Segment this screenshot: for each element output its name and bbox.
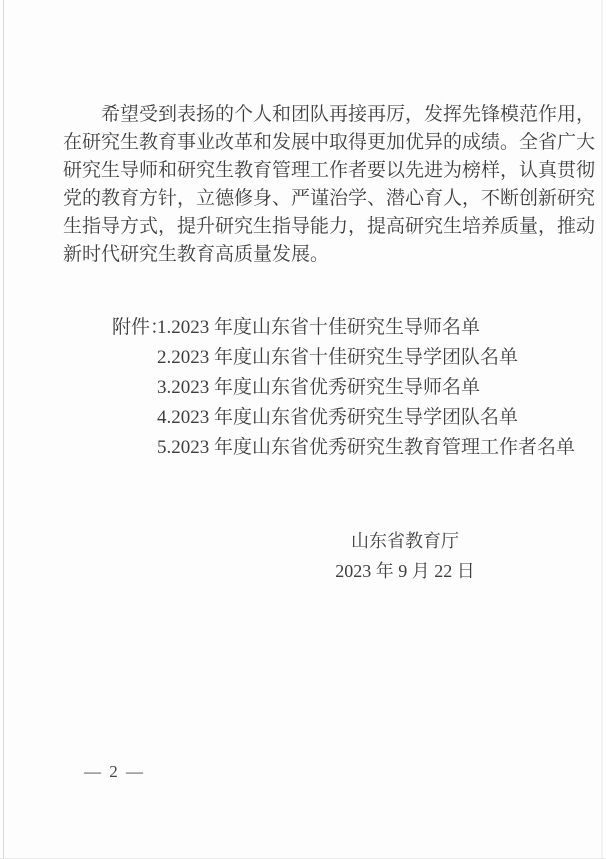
body-paragraph <box>63 101 596 269</box>
paragraph-line: 研究生导师和研究生教育管理工作者要以先进为榜样，认真贯彻 <box>63 160 596 181</box>
attachment-list <box>112 313 575 463</box>
paragraph-line: 党的教育方针，立德修身、严谨治学、潜心育人，不断创新研究 <box>63 188 596 209</box>
attachment-label: 附件： <box>112 317 170 338</box>
scan-edge-right <box>601 0 603 859</box>
attachment-item: 4.2023 年度山东省优秀研究生导学团队名单 <box>157 407 519 428</box>
attachment-row <box>112 373 575 403</box>
attachment-row <box>112 313 575 343</box>
scan-edge-left <box>3 0 4 859</box>
paragraph-line: 在研究生教育事业改革和发展中取得更加优异的成绩。全省广大 <box>63 132 596 153</box>
attachment-row <box>112 433 575 463</box>
attachment-item: 1.2023 年度山东省十佳研究生导师名单 <box>157 317 481 338</box>
attachment-item: 2.2023 年度山东省十佳研究生导学团队名单 <box>157 347 519 368</box>
paragraph-line: 生指导方式，提升研究生指导能力，提高研究生培养质量，推动 <box>63 216 596 237</box>
attachment-item: 3.2023 年度山东省优秀研究生导师名单 <box>157 377 481 398</box>
issuer-name: 山东省教育厅 <box>351 531 459 551</box>
signature-block <box>295 526 515 586</box>
issue-date: 2023 年 9 月 22 日 <box>335 561 475 581</box>
paragraph-line: 新时代研究生教育高质量发展。 <box>63 244 330 265</box>
paragraph-line: 希望受到表扬的个人和团队再接再厉，发挥先锋模范作用， <box>101 104 596 125</box>
attachment-row <box>112 403 575 433</box>
attachment-item: 5.2023 年度山东省优秀研究生教育管理工作者名单 <box>157 437 576 458</box>
page-number: — 2 — <box>84 762 145 781</box>
attachment-row <box>112 343 575 373</box>
